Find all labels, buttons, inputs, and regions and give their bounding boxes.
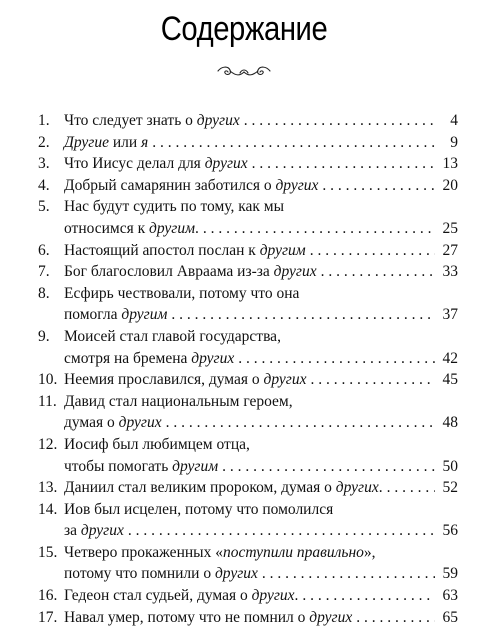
toc-entry-page-number: 9 (450, 133, 458, 151)
toc-entry-page-number: 45 (442, 371, 458, 389)
toc-entry-number: 9. (38, 327, 50, 345)
toc-entry-number: 1. (38, 112, 50, 129)
toc-entry-title: относимся к другим. (64, 219, 199, 237)
dot-leader (322, 175, 435, 197)
toc-entry-page-number: 65 (442, 608, 458, 626)
toc-entry-title: потому что помнили о других (64, 565, 258, 583)
dot-leader (321, 261, 435, 283)
toc-entry-number: 17. (38, 608, 58, 626)
toc-entry-title: за других (64, 522, 124, 540)
toc-entry-page-number: 56 (442, 522, 458, 540)
toc-entry-title: Неемия прославился, думая о других (64, 371, 307, 389)
toc-entry-number: 10. (38, 371, 58, 389)
toc-entry-title: чтобы помогать другим (64, 457, 219, 475)
toc-entry-title: Навал умер, потому что не помнил о других (64, 608, 353, 626)
toc-entry-title: смотря на бремена других (64, 349, 235, 367)
toc-entry[interactable] (38, 240, 458, 262)
toc-entry-title: думая о других (64, 414, 162, 432)
dot-leader (252, 153, 435, 175)
toc-entry-title: Что следует знать о других (64, 112, 240, 129)
toc-entry-title: Настоящий апостол послан к другим (64, 241, 306, 259)
toc-entry-number: 16. (38, 587, 58, 605)
toc-entry-page-number: 27 (442, 241, 458, 259)
toc-entry[interactable] (38, 326, 458, 369)
dot-leader (302, 585, 435, 607)
dot-leader (356, 607, 435, 628)
toc-entry-page-number: 4 (450, 112, 458, 129)
toc-entry[interactable] (38, 132, 458, 154)
toc-entry[interactable] (38, 369, 458, 391)
table-of-contents (38, 110, 458, 628)
toc-entry-page-number: 63 (442, 587, 458, 605)
dot-leader (203, 218, 435, 240)
dot-leader (244, 110, 435, 132)
dot-leader (310, 240, 435, 262)
toc-entry-title: Есфирь чествовали, потому что она (64, 284, 300, 302)
toc-entry-title: Что Иисус делал для других (64, 155, 248, 173)
dot-leader (310, 369, 435, 391)
toc-entry-number: 2. (38, 133, 50, 151)
toc-entry-number: 7. (38, 263, 50, 281)
toc-entry-page-number: 33 (442, 263, 458, 281)
toc-entry-title: Гедеон стал судьей, думая о других. (64, 587, 299, 605)
toc-entry-page-number: 20 (442, 176, 458, 194)
toc-entry[interactable] (38, 110, 458, 132)
dot-leader (171, 304, 435, 326)
dot-leader (222, 456, 435, 478)
dot-leader (166, 412, 435, 434)
toc-entry-number: 6. (38, 241, 50, 259)
toc-entry[interactable] (38, 196, 458, 239)
toc-entry-title: Моисей стал главой государства, (64, 327, 281, 345)
toc-entry[interactable] (38, 434, 458, 477)
toc-entry-number: 12. (38, 435, 58, 453)
toc-entry[interactable] (38, 542, 458, 585)
toc-entry[interactable] (38, 283, 458, 326)
toc-entry-title: Нас будут судить по тому, как мы (64, 198, 285, 216)
toc-entry-number: 15. (38, 543, 58, 561)
toc-entry-title: Добрый самарянин заботился о других (64, 176, 319, 194)
toc-entry-page-number: 59 (442, 565, 458, 583)
toc-entry[interactable] (38, 261, 458, 283)
dot-leader (262, 563, 435, 585)
toc-entry-page-number: 48 (442, 414, 458, 432)
toc-entry[interactable] (38, 607, 458, 628)
toc-entry-page-number: 37 (442, 306, 458, 324)
toc-entry-number: 13. (38, 479, 58, 497)
toc-entry-number: 8. (38, 284, 50, 302)
dot-leader (387, 477, 435, 499)
toc-entry-number: 3. (38, 155, 50, 173)
toc-entry-title: Иосиф был любимцем отца, (64, 435, 250, 453)
toc-entry[interactable] (38, 391, 458, 434)
dot-leader (128, 520, 435, 542)
toc-entry-title: Четверо прокаженных «поступили правильно», (64, 543, 376, 561)
dot-leader (238, 348, 435, 370)
toc-entry[interactable] (38, 585, 458, 607)
toc-entry[interactable] (38, 477, 458, 499)
toc-entry-page-number: 42 (442, 349, 458, 367)
toc-entry[interactable] (38, 153, 458, 175)
toc-entry-page-number: 13 (442, 155, 458, 173)
toc-entry-number: 11. (38, 392, 57, 410)
toc-entry-title: Давид стал национальным героем, (64, 392, 293, 410)
page-title: Содержание (160, 10, 328, 48)
toc-entry-page-number: 25 (442, 219, 458, 237)
dot-leader (152, 132, 435, 154)
toc-entry-number: 4. (38, 176, 50, 194)
toc-entry-title: помогла другим (64, 306, 168, 324)
toc-entry-number: 14. (38, 500, 58, 518)
toc-entry-page-number: 52 (442, 479, 458, 497)
toc-entry-title: Иов был исцелен, потому что помолился (64, 500, 334, 518)
toc-entry-title: Другие или я (64, 133, 149, 151)
toc-entry[interactable] (38, 499, 458, 542)
toc-entry-page-number: 50 (442, 457, 458, 475)
toc-entry[interactable] (38, 175, 458, 197)
toc-entry-title: Бог благословил Авраама из-за других (64, 263, 317, 281)
toc-entry-number: 5. (38, 198, 50, 216)
flourish-ornament-icon (214, 62, 274, 82)
toc-entry-title: Даниил стал великим пророком, думая о других. (64, 479, 383, 497)
